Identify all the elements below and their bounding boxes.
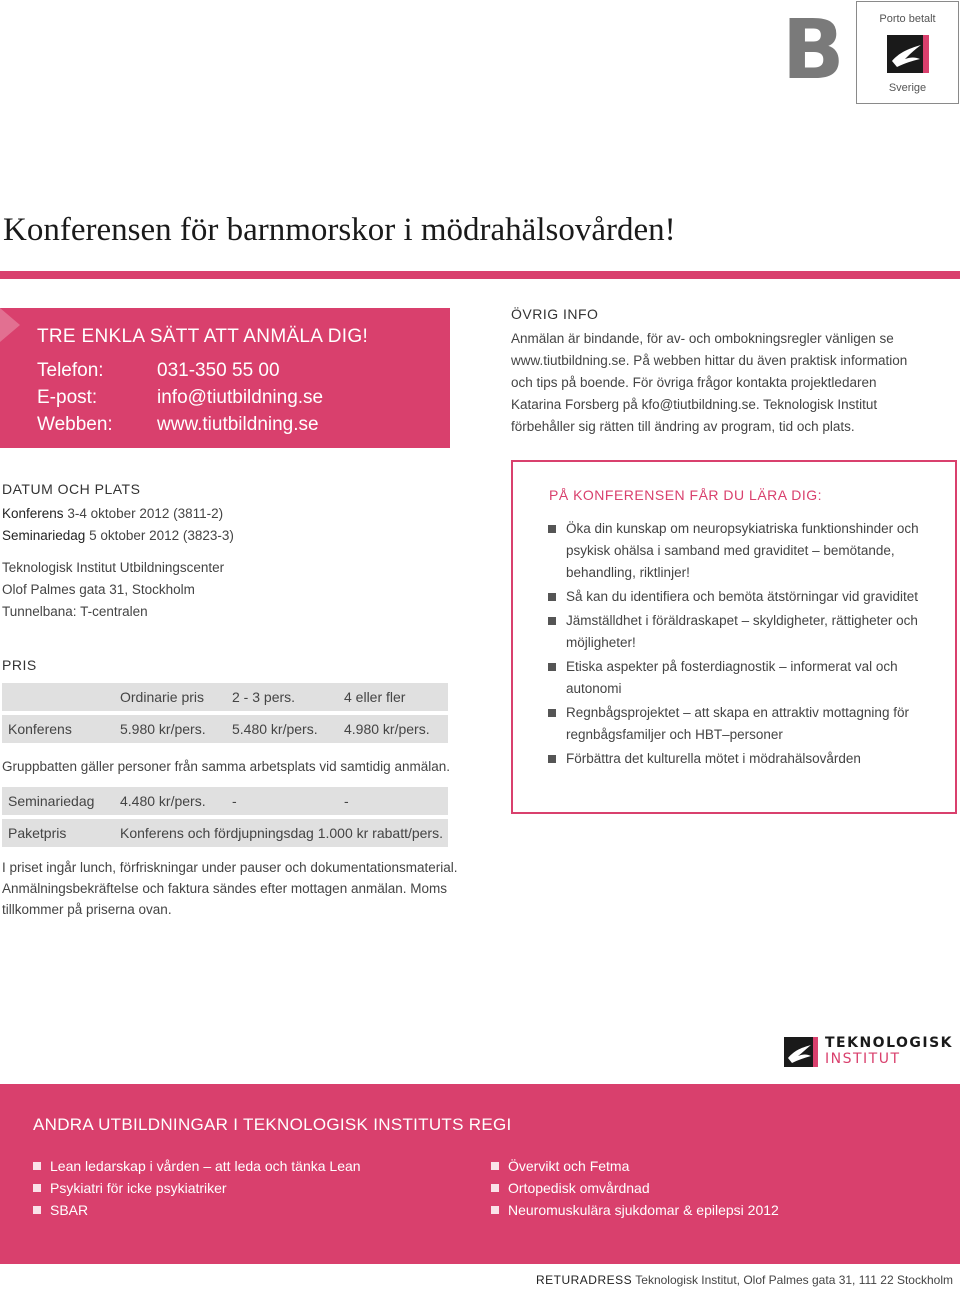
- other-info-line: Anmälan är bindande, för av- och ombokningsregler vänligen se: [511, 331, 894, 346]
- registration-box: [0, 308, 450, 448]
- return-address-value: Teknologisk Institut, Olof Palmes gata 31, 111 22 Stockholm: [635, 1273, 953, 1287]
- other-info-line: och tips på boende. För övriga frågor kontakta projektledaren: [511, 375, 877, 390]
- registration-email-row: [37, 387, 323, 409]
- list-item[interactable]: Ortopedisk omvårdnad: [489, 1177, 779, 1199]
- price-footnote-line: tillkommer på priserna ovan.: [2, 902, 172, 917]
- learning-title: PÅ KONFERENSEN FÅR DU LÄRA DIG:: [549, 487, 822, 503]
- email-label: E-post:: [37, 387, 98, 408]
- logo-text-line2: INSTITUT: [825, 1051, 901, 1067]
- postage-stamp-box: [856, 1, 959, 104]
- table-cell: Konferens och fördjupningsdag 1.000 kr rabatt/pers.: [114, 819, 448, 847]
- conference-date-value: 3-4 oktober 2012 (3811-2): [67, 506, 224, 521]
- list-item: Regnbågsprojektet – att skapa en attraktiv mottagning för regnbågsfamiljer och HBT–personer: [546, 702, 946, 746]
- teknologisk-institut-logo: [784, 1035, 956, 1069]
- logo-text-line1: TEKNOLOGISK: [825, 1035, 954, 1051]
- other-courses-title: ANDRA UTBILDNINGAR I TEKNOLOGISK INSTITUTS REGI: [33, 1115, 512, 1134]
- list-item: Förbättra det kulturella mötet i mödrahälsovården: [546, 748, 946, 770]
- conference-date-label: Konferens: [2, 506, 64, 521]
- learning-outcomes-box: [511, 460, 957, 814]
- datum-title: DATUM OCH PLATS: [2, 481, 141, 497]
- table-cell: Seminariedag: [2, 787, 114, 815]
- table-header-cell: 4 eller fler: [338, 683, 448, 711]
- bird-logo-icon: [887, 35, 929, 73]
- return-address: [536, 1273, 953, 1287]
- price-footnote-line: Anmälningsbekräftelse och faktura sändes efter mottagen anmälan. Moms: [2, 881, 447, 896]
- seminar-date: [2, 528, 234, 543]
- table-row: [2, 715, 448, 743]
- table-row: [2, 787, 448, 815]
- table-cell: -: [226, 787, 338, 815]
- other-info-section: [511, 306, 951, 438]
- postage-top-text: Porto betalt: [879, 13, 936, 25]
- postage-bottom-text: Sverige: [888, 82, 927, 94]
- headline-divider: [0, 271, 960, 279]
- table-row: [2, 683, 448, 711]
- group-discount-note: Gruppbatten gäller personer från samma arbetsplats vid samtidig anmälan.: [2, 759, 450, 774]
- table-header-cell: 2 - 3 pers.: [226, 683, 338, 711]
- table-cell: 4.480 kr/pers.: [114, 787, 226, 815]
- list-item[interactable]: SBAR: [31, 1199, 361, 1221]
- table-header-cell: Ordinarie pris: [114, 683, 226, 711]
- registration-phone-row: [37, 360, 280, 382]
- table-cell: 5.480 kr/pers.: [226, 715, 338, 743]
- registration-arrow-icon: [0, 308, 20, 342]
- list-item[interactable]: Övervikt och Fetma: [489, 1155, 779, 1177]
- list-item[interactable]: Lean ledarskap i vården – att leda och tänka Lean: [31, 1155, 361, 1177]
- other-info-line: www.tiutbildning.se. På webben hittar du även praktisk information: [511, 353, 908, 368]
- price-footnote-line: I priset ingår lunch, förfriskningar under pauser och dokumentationsmaterial.: [2, 860, 458, 875]
- table-cell: 4.980 kr/pers.: [338, 715, 448, 743]
- other-courses-list-left: [31, 1155, 361, 1221]
- return-address-label: RETURADRESS: [535, 1273, 633, 1287]
- list-item: Så kan du identifiera och bemöta ätstörningar vid graviditet: [546, 586, 946, 608]
- other-info-title: ÖVRIG INFO: [511, 306, 599, 322]
- other-info-line: förbehåller sig rätten till ändring av program, tid och plats.: [511, 419, 855, 434]
- registration-title: TRE ENKLA SÄTT ATT ANMÄLA DIG!: [37, 326, 369, 347]
- phone-label: Telefon:: [37, 360, 104, 381]
- price-title: PRIS: [2, 657, 37, 673]
- list-item[interactable]: Psykiatri för icke psykiatriker: [31, 1177, 361, 1199]
- other-info-line: Katarina Forsberg på kfo@tiutbildning.se. Teknologisk Institut: [511, 397, 878, 412]
- list-item[interactable]: Neuromuskulära sjukdomar & epilepsi 2012: [489, 1199, 779, 1221]
- table-cell: [2, 683, 114, 711]
- registration-web-row: [37, 414, 319, 436]
- list-item: Etiska aspekter på fosterdiagnostik – informerat val och autonomi: [546, 656, 946, 700]
- table-cell: Paketpris: [2, 819, 114, 847]
- seminar-date-value: 5 oktober 2012 (3823-3): [89, 528, 234, 543]
- table-cell: 5.980 kr/pers.: [114, 715, 226, 743]
- web-label: Webben:: [37, 414, 113, 435]
- other-courses-box: [0, 1084, 960, 1264]
- postage-letter-b: B: [782, 3, 845, 98]
- list-item: Jämställdhet i föräldraskapet – skyldigheter, rättigheter och möjligheter!: [546, 610, 946, 654]
- table-cell: Konferens: [2, 715, 114, 743]
- seminar-date-label: Seminariedag: [2, 528, 86, 543]
- venue-transport: Tunnelbana: T-centralen: [2, 604, 148, 619]
- page-title: Konferensen för barnmorskor i mödrahälsovården!: [3, 212, 676, 248]
- venue-name: Teknologisk Institut Utbildningscenter: [2, 560, 225, 575]
- venue-address: Olof Palmes gata 31, Stockholm: [2, 582, 195, 597]
- conference-date: [2, 506, 223, 521]
- list-item: Öka din kunskap om neuropsykiatriska funktionshinder och psykisk ohälsa i samband med graviditet – bemötande, behandling, riktlinjer!: [546, 518, 946, 584]
- web-link[interactable]: www.tiutbildning.se: [157, 414, 319, 435]
- other-courses-list-right: [489, 1155, 779, 1221]
- table-cell: -: [338, 787, 448, 815]
- email-link[interactable]: info@tiutbildning.se: [157, 387, 324, 408]
- bird-logo-icon: [784, 1037, 818, 1067]
- table-row: [2, 819, 448, 847]
- learning-list: [546, 518, 946, 772]
- phone-value[interactable]: 031-350 55 00: [157, 360, 280, 381]
